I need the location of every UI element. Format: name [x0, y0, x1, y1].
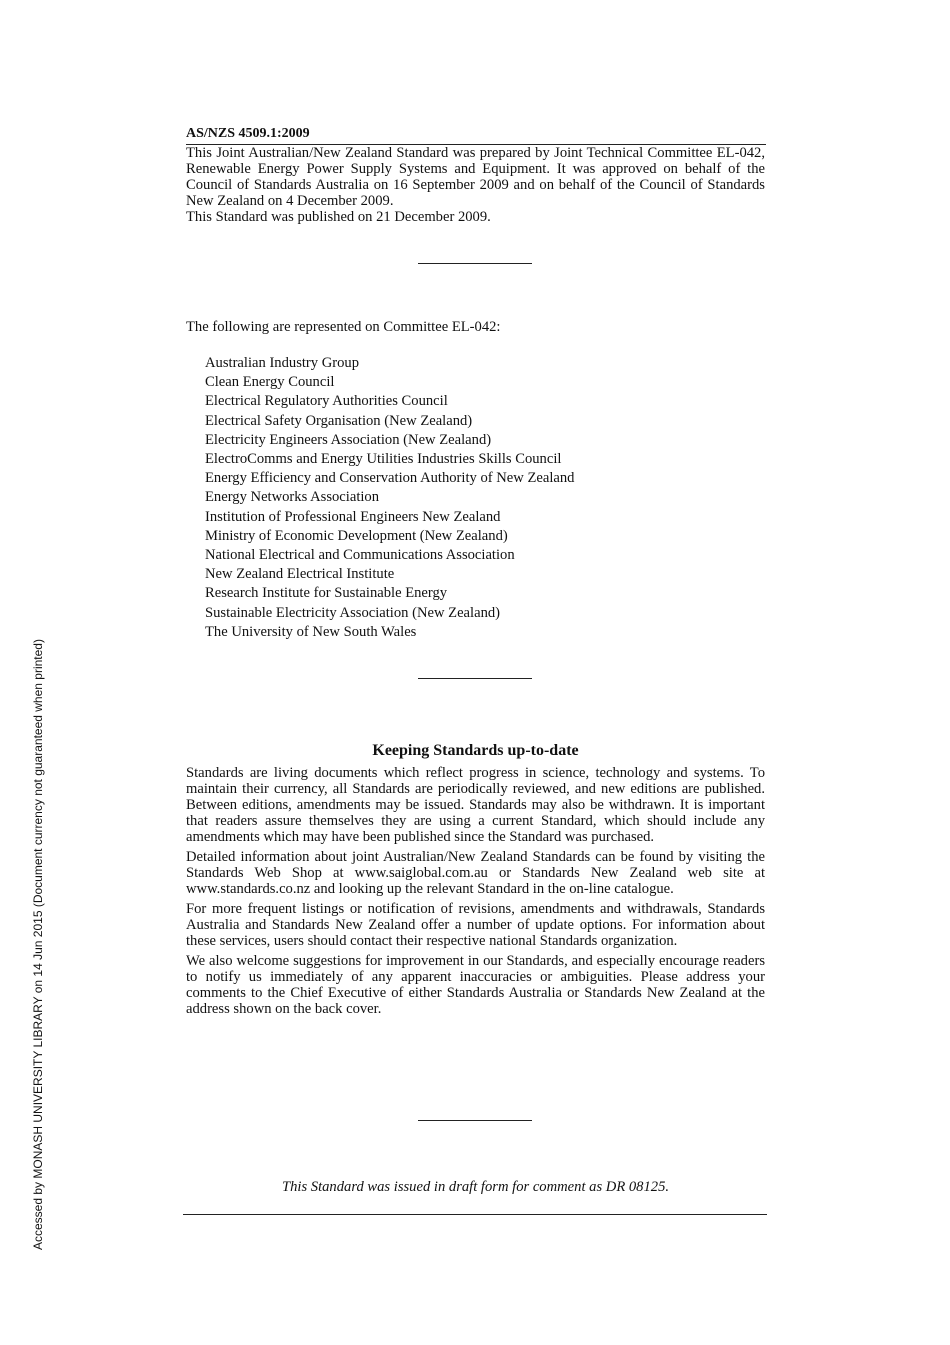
section-divider — [418, 1120, 532, 1121]
list-item: New Zealand Electrical Institute — [205, 566, 395, 583]
paragraph: For more frequent listings or notification of revisions, amendments and withdrawals, Standards Australia and Standards New Zealand offer a number of update options. For information about these services, users should contact their respective national Standards organization. — [186, 901, 765, 949]
list-item: Electrical Regulatory Authorities Council — [205, 393, 448, 410]
list-item: Institution of Professional Engineers New Zealand — [205, 508, 501, 525]
committee-member-list — [205, 354, 574, 642]
paragraph: Standards are living documents which reflect progress in science, technology and systems. To maintain their currency, all Standards are periodically reviewed, and new editions are published. Between editions, amendments may be issued. Standards may also be withdrawn. It is important that readers assure themselves they are using a current Standard, which should include any amendments which may have been published since the Standard was purchased. — [186, 765, 765, 845]
list-item: Sustainable Electricity Association (New Zealand) — [205, 604, 501, 621]
paragraph: We also welcome suggestions for improvement in our Standards, and especially encourage readers to notify us immediately of any apparent inaccuracies or ambiguities. Please address your comments to the Chief Executive of either Standards Australia or Standards New Zealand at the address shown on the back cover. — [186, 953, 765, 1017]
paragraph: Detailed information about joint Australian/New Zealand Standards can be found by visiting the Standards Web Shop at www.saiglobal.com.au or Standards New Zealand web site at www.standards.co.nz and looking up the relevant Standard in the on-line catalogue. — [186, 849, 765, 897]
list-item: The University of New South Wales — [205, 623, 417, 640]
list-item: Energy Efficiency and Conservation Authority of New Zealand — [205, 470, 575, 487]
access-watermark: Accessed by MONASH UNIVERSITY LIBRARY on 14 Jun 2015 (Document currency not guaranteed when printed) — [31, 639, 45, 1250]
committee-lead-in: The following are represented on Committee EL-042: — [186, 319, 501, 335]
list-item: Clean Energy Council — [205, 374, 335, 391]
list-item: Electrical Safety Organisation (New Zealand) — [205, 412, 473, 429]
keeping-up-to-date-body — [186, 765, 765, 1021]
footer-rule — [183, 1214, 767, 1215]
list-item: Ministry of Economic Development (New Zealand) — [205, 527, 508, 544]
section-divider — [418, 263, 532, 264]
intro-paragraph — [186, 145, 765, 225]
list-item: National Electrical and Communications Association — [205, 547, 515, 564]
list-item: ElectroComms and Energy Utilities Industries Skills Council — [205, 451, 562, 468]
intro-text: This Joint Australian/New Zealand Standard was prepared by Joint Technical Committee EL-042, Renewable Energy Power Supply Systems and Equipment. It was approved on behalf of the Council of Standards Australia on 16 September 2009 and on behalf of the Council of Standards New Zealand on 4 December 2009. — [186, 145, 765, 209]
list-item: Energy Networks Association — [205, 489, 380, 506]
list-item: Electricity Engineers Association (New Zealand) — [205, 431, 492, 448]
standard-code: AS/NZS 4509.1:2009 — [186, 126, 310, 141]
section-title: Keeping Standards up-to-date — [372, 742, 579, 759]
list-item: Research Institute for Sustainable Energy — [205, 585, 448, 602]
section-divider — [418, 678, 532, 679]
list-item: Australian Industry Group — [205, 355, 360, 371]
draft-note: This Standard was issued in draft form for comment as DR 08125. — [281, 1179, 670, 1195]
published-line: This Standard was published on 21 December 2009. — [186, 209, 491, 225]
